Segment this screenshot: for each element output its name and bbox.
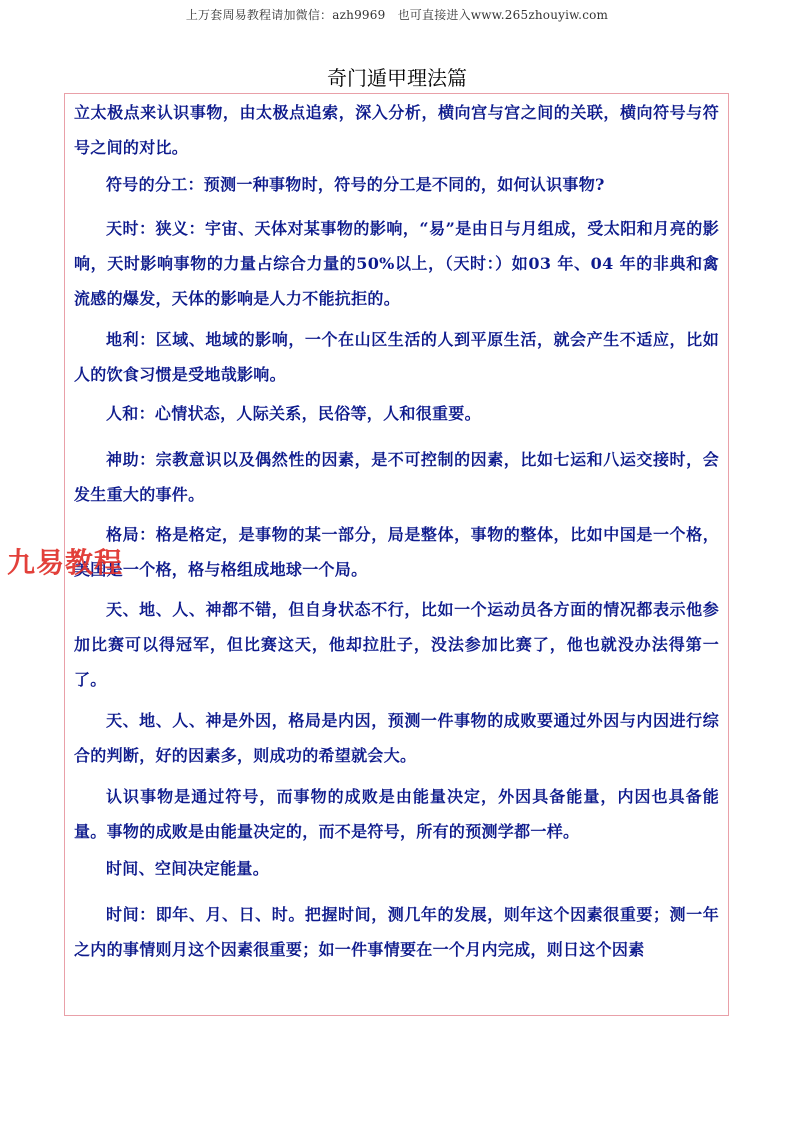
paragraph-geju: 格局：格是格定，是事物的某一部分，局是整体，事物的整体，比如中国是一个格，美国是一个格，格与格组成地球一个局。 (74, 525, 719, 579)
paragraph-renhe: 人和：心情状态，人际关系，民俗等，人和很重要。 (106, 404, 481, 423)
watermark-logo: 九易教程 (7, 546, 124, 579)
paragraph-tianshi: 天时：狭义：宇宙、天体对某事物的影响，“易”是由日与月组成，受太阳和月亮的影响，天时影响事物的力量占综合力量的50%以上，（天时：）如03 年、04 年的非典和禽流感的爆发，天体的影响是人力不能抗拒的。 (74, 219, 719, 308)
document-title: 奇门遁甲理法篇 (327, 66, 467, 90)
paragraph-dili: 地利：区域、地域的影响，一个在山区生活的人到平原生活，就会产生不适应，比如人的饮食习惯是受地哉影响。 (74, 330, 719, 384)
paragraph-time-space: 时间、空间决定能量。 (106, 859, 270, 878)
paragraph-external-internal: 天、地、人、神是外因，格局是内因，预测一件事物的成败要通过外因与内因进行综合的判断，好的因素多，则成功的希望就会大。 (74, 711, 719, 765)
paragraph-taiji: 立太极点来认识事物，由太极点追索，深入分析，横向宫与宫之间的关联，横向符号与符号之间的对比。 (74, 103, 719, 157)
header-note: 上万套周易教程请加微信：azh9969 也可直接进入www.265zhouyiw.com (185, 8, 609, 22)
paragraph-symbol-division: 符号的分工：预测一种事物时，符号的分工是不同的，如何认识事物? (106, 175, 605, 194)
paragraph-energy: 认识事物是通过符号，而事物的成败是由能量决定，外因具备能量，内因也具备能量。事物的成败是由能量决定的，而不是符号，所有的预测学都一样。 (74, 787, 719, 841)
paragraph-time: 时间：即年、月、日、时。把握时间，测几年的发展，则年这个因素很重要；测一年之内的事情则月这个因素很重要；如一件事情要在一个月内完成，则日这个因素 (74, 905, 719, 959)
paragraph-athlete-example: 天、地、人、神都不错，但自身状态不行，比如一个运动员各方面的情况都表示他参加比赛可以得冠军，但比赛这天，他却拉肚子，没法参加比赛了，他也就没办法得第一了。 (74, 600, 719, 689)
paragraph-shenzhu: 神助：宗教意识以及偶然性的因素，是不可控制的因素，比如七运和八运交接时，会发生重大的事件。 (74, 450, 719, 504)
